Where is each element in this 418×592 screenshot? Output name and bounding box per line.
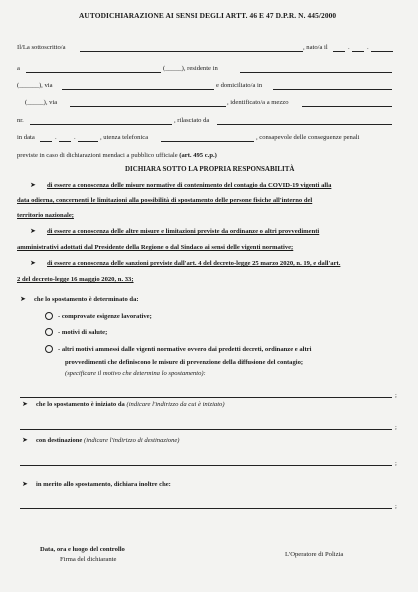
false-statements-text xyxy=(17,153,217,160)
id-document-field[interactable] xyxy=(302,106,392,107)
residence-field[interactable] xyxy=(240,72,392,73)
arrow-bullet-icon: ➤ xyxy=(22,400,28,408)
declaration-3-line1: di essere a conoscenza delle sanzioni previste dall'art. 4 del decreto-legge 25 marzo 2020, n. 19, e dall'art. xyxy=(47,260,341,267)
destination-address-field[interactable] xyxy=(20,465,392,466)
arrow-bullet-icon: ➤ xyxy=(30,259,36,267)
declarant-name-field[interactable] xyxy=(80,51,303,52)
date-separator: . xyxy=(348,44,350,51)
option-health-label: - motivi di salute; xyxy=(58,329,108,336)
semicolon: ; xyxy=(395,460,397,467)
destination-hint: (indicare l'indirizzo di destinazione) xyxy=(84,437,180,444)
option-other-line1: - altri motivi ammessi dalle vigenti normative ovvero dai predetti decreti, ordinanze e altri xyxy=(58,346,312,353)
birthplace-field[interactable] xyxy=(26,72,161,73)
signature-label: Firma del dichiarante xyxy=(60,556,117,563)
aware-label: , consapevole delle conseguenze penali xyxy=(256,134,360,141)
further-declaration-label: in merito allo spostamento, dichiara inoltre che: xyxy=(36,481,171,488)
declaration-3-line2: 2 del decreto-legge 16 maggio 2020, n. 33; xyxy=(17,276,134,283)
option-health-radio[interactable] xyxy=(45,328,53,336)
option-other-radio[interactable] xyxy=(45,345,53,353)
section-title: DICHIARA SOTTO LA PROPRIA RESPONSABILITÀ xyxy=(125,165,295,173)
semicolon: ; xyxy=(395,503,397,510)
option-other-hint: (specificare il motivo che determina lo spostamento): xyxy=(65,370,206,377)
arrow-bullet-icon: ➤ xyxy=(30,227,36,235)
residence-label: (_____), residente in xyxy=(163,65,218,72)
declaration-1-line2: data odierna, concernenti le limitazioni alla possibilità di spostamento delle persone fisiche all'interno del xyxy=(17,197,313,204)
issue-date-label: in data xyxy=(17,134,35,141)
declaration-2-line2: amministrativi adottati dal Presidente della Regione o dal Sindaco ai sensi delle vigenti normative; xyxy=(17,244,294,251)
document-number-field[interactable] xyxy=(30,124,172,125)
reason-field[interactable] xyxy=(20,397,392,398)
declaration-1-line3: territorio nazionale; xyxy=(17,212,74,219)
movement-reason-label: che lo spostamento è determinato da: xyxy=(34,296,139,303)
date-separator: . xyxy=(367,44,369,51)
arrow-bullet-icon: ➤ xyxy=(22,436,28,444)
birth-month-field[interactable] xyxy=(352,51,364,52)
birth-day-field[interactable] xyxy=(333,51,345,52)
birth-year-field[interactable] xyxy=(371,51,393,52)
option-work-radio[interactable] xyxy=(45,312,53,320)
domicile-street-field[interactable] xyxy=(70,106,226,107)
start-address-field[interactable] xyxy=(20,429,392,430)
declaration-2-line1: di essere a conoscenza delle altre misure e limitazioni previste da ordinanze o altri provvedimenti xyxy=(47,228,320,235)
domicile-label: e domiciliato/a in xyxy=(216,82,263,89)
start-hint: (indicare l'indirizzo da cui è iniziato) xyxy=(126,401,225,408)
domicile-field[interactable] xyxy=(273,89,392,90)
issued-by-field[interactable] xyxy=(217,124,392,125)
phone-field[interactable] xyxy=(161,141,254,142)
semicolon: ; xyxy=(395,392,397,399)
residence-street-label: (______), via xyxy=(17,82,53,89)
destination-label-text: con destinazione xyxy=(36,437,83,444)
officer-label: L'Operatore di Polizia xyxy=(285,551,344,558)
document-number-label: nr. xyxy=(17,117,24,124)
issued-by-label: , rilasciato da xyxy=(174,117,210,124)
birthplace-label: a xyxy=(17,65,20,72)
document-title: AUTODICHIARAZIONE AI SENSI DEGLI ARTT. 46 E 47 D.P.R. N. 445/2000 xyxy=(79,11,337,20)
domicile-street-label: (_____), via xyxy=(25,99,58,106)
phone-label: , utenza telefonica xyxy=(100,134,149,141)
penal-code-ref: (art. 495 c.p.) xyxy=(179,152,217,159)
declarant-name-label: Il/La sottoscritto/a xyxy=(17,44,66,51)
issue-year-field[interactable] xyxy=(78,141,98,142)
destination-label xyxy=(36,438,180,445)
false-statements-label: previste in caso di dichiarazioni mendaci a pubblico ufficiale xyxy=(17,152,178,159)
declaration-1-line1: di essere a conoscenza delle misure normative di contenimento del contagio da COVID-19 vigenti alla xyxy=(47,182,332,189)
identified-by-label: , identificato/a a mezzo xyxy=(227,99,289,106)
further-declaration-field[interactable] xyxy=(20,508,392,509)
arrow-bullet-icon: ➤ xyxy=(30,181,36,189)
born-label: , nato/a il xyxy=(303,44,328,51)
date-separator: . xyxy=(55,134,57,141)
arrow-bullet-icon: ➤ xyxy=(22,480,28,488)
date-separator: . xyxy=(74,134,76,141)
option-work-label: - comprovate esigenze lavorative; xyxy=(58,313,152,320)
arrow-bullet-icon: ➤ xyxy=(20,295,26,303)
start-label-text: che lo spostamento è iniziato da xyxy=(36,401,125,408)
date-place-label: Data, ora e luogo del controllo xyxy=(40,546,125,553)
residence-street-field[interactable] xyxy=(62,89,214,90)
start-label xyxy=(36,402,225,409)
option-other-line2: provvedimenti che definiscono le misure di prevenzione della diffusione del contagio; xyxy=(65,359,304,366)
semicolon: ; xyxy=(395,424,397,431)
issue-day-field[interactable] xyxy=(40,141,52,142)
issue-month-field[interactable] xyxy=(59,141,71,142)
